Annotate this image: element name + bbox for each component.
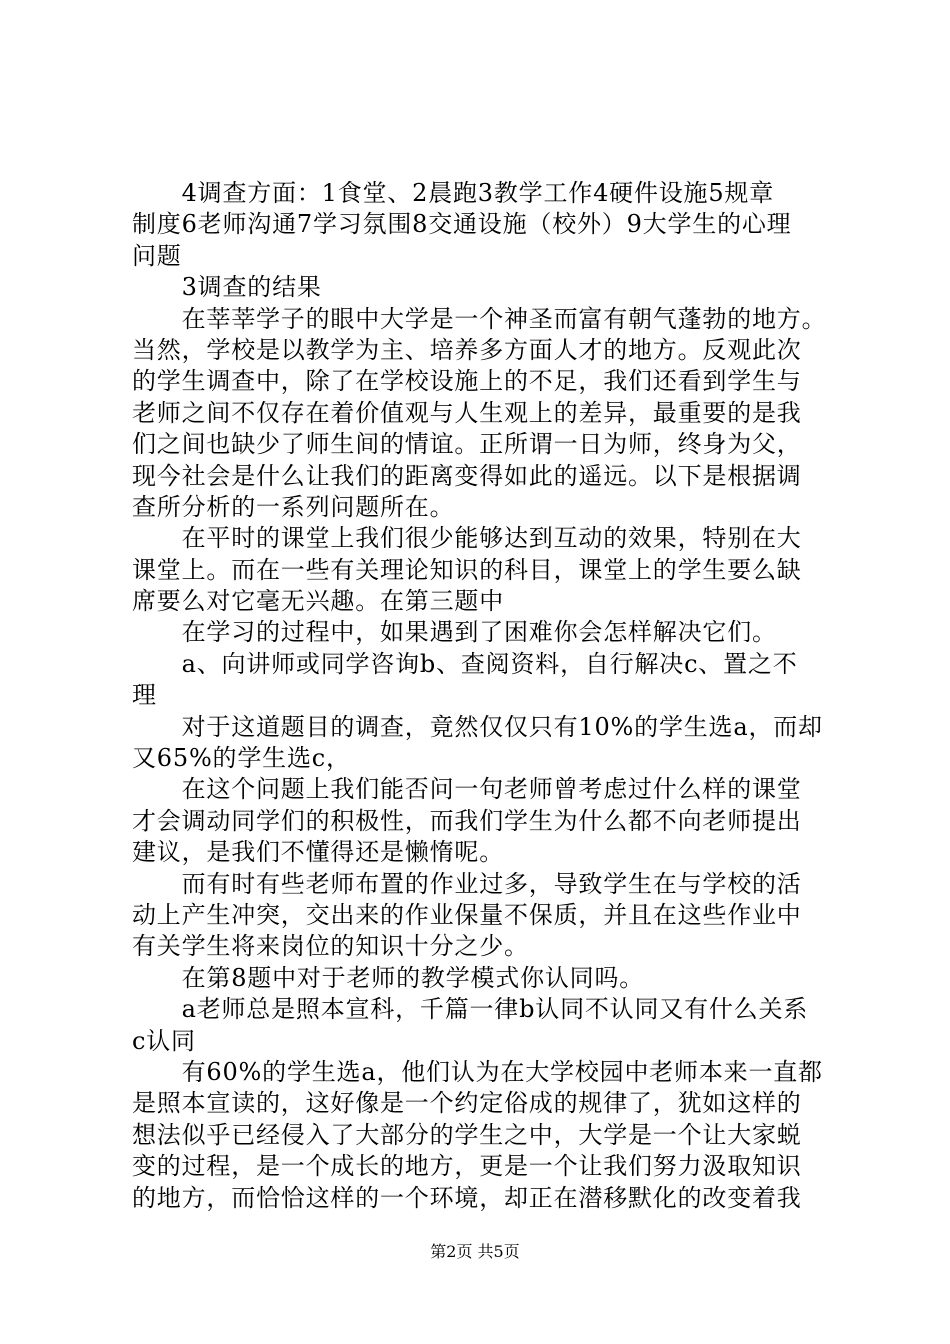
- text-line: 当然，学校是以教学为主、培养多方面人才的地方。反观此次: [132, 335, 802, 364]
- text-line: 在这个问题上我们能否问一句老师曾考虑过什么样的课堂: [132, 775, 802, 804]
- text-line: 动上产生冲突，交出来的作业保量不保质，并且在这些作业中: [132, 900, 802, 929]
- text-line: 4调查方面：1食堂、2晨跑3教学工作4硬件设施5规章: [132, 179, 775, 207]
- text-line: 有60%的学生选a，他们认为在大学校园中老师本来一直都: [132, 1057, 823, 1086]
- text-line: 在学习的过程中，如果遇到了困难你会怎样解决它们。: [132, 618, 777, 647]
- text-line: 建议，是我们不懂得还是懒惰呢。: [132, 838, 504, 867]
- text-line: 查所分析的一系列问题所在。: [132, 492, 455, 521]
- text-line: 而有时有些老师布置的作业过多，导致学生在与学校的活: [132, 869, 802, 898]
- text-line: 理: [132, 681, 157, 710]
- text-line: 又65%的学生选c，: [132, 744, 351, 773]
- text-line: 席要么对它毫无兴趣。在第三题中: [132, 587, 504, 616]
- text-line: 的地方，而恰恰这样的一个环境，却正在潜移默化的改变着我: [132, 1183, 802, 1212]
- text-line: 在平时的课堂上我们很少能够达到互动的效果，特别在大: [132, 524, 802, 553]
- text-line: 在莘莘学子的眼中大学是一个神圣而富有朝气蓬勃的地方。: [132, 304, 827, 333]
- text-line: 想法似乎已经侵入了大部分的学生之中，大学是一个让大家蜕: [132, 1120, 802, 1149]
- text-line: 有关学生将来岗位的知识十分之少。: [132, 932, 529, 961]
- section-heading: 3调查的结果: [132, 273, 322, 302]
- text-line: 的学生调查中，除了在学校设施上的不足，我们还看到学生与: [132, 367, 802, 396]
- text-line: 是照本宣读的，这好像是一个约定俗成的规律了，犹如这样的: [132, 1089, 802, 1118]
- text-line: a老师总是照本宣科，千篇一律b认同不认同又有什么关系: [132, 995, 809, 1024]
- text-line: 变的过程，是一个成长的地方，更是一个让我们努力汲取知识: [132, 1152, 802, 1181]
- text-line: 才会调动同学们的积极性，而我们学生为什么都不向老师提出: [132, 806, 802, 835]
- text-line: 们之间也缺少了师生间的情谊。正所谓一日为师，终身为父，: [132, 430, 802, 459]
- text-line: 问题: [132, 241, 182, 270]
- text-line: 老师之间不仅存在着价值观与人生观上的差异，最重要的是我: [132, 398, 802, 427]
- page-number-footer: 第2页 共5页: [430, 1242, 520, 1261]
- text-line: 在第8题中对于老师的教学模式你认同吗。: [132, 963, 645, 992]
- text-line: 课堂上。而在一些有关理论知识的科目，课堂上的学生要么缺: [132, 555, 802, 584]
- text-line: 对于这道题目的调查，竟然仅仅只有10%的学生选a，而却: [132, 712, 823, 741]
- text-line: 现今社会是什么让我们的距离变得如此的遥远。以下是根据调: [132, 461, 802, 490]
- body-text: [132, 178, 832, 1214]
- text-line: a、向讲师或同学咨询b、查阅资料，自行解决c、置之不: [132, 649, 798, 678]
- text-line: 制度6老师沟通7学习氛围8交通设施（校外）9大学生的心理: [132, 210, 792, 239]
- text-line: c认同: [132, 1026, 196, 1055]
